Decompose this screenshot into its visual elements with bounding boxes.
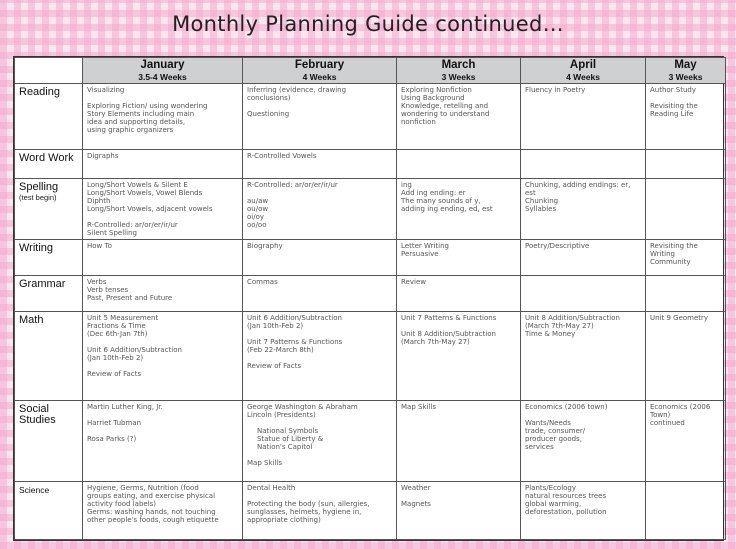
plan-line: services: [525, 442, 554, 451]
plan-line: oi/oy: [247, 212, 265, 221]
plan-cell: [243, 150, 397, 178]
plan-cell: [83, 400, 243, 481]
plan-line: appropriate clothing): [247, 515, 321, 524]
subject-name: Grammar: [19, 278, 66, 291]
header-corner: [15, 58, 83, 84]
plan-line: activity food labels): [87, 499, 157, 508]
plan-cell: [243, 84, 397, 150]
plan-cell: [646, 400, 726, 481]
plan-line: sunglasses, helmets, hygiene in,: [247, 507, 362, 516]
month-header: [83, 58, 243, 84]
plan-cell: [646, 312, 726, 400]
plan-line: Protecting the body (sun, allergies,: [247, 499, 370, 508]
plan-line: Commas: [247, 278, 278, 287]
plan-line: The many sounds of y,: [401, 196, 481, 205]
plan-cell: [521, 400, 646, 481]
plan-line: ou/ow: [247, 204, 269, 213]
plan-line: Lincoln (Presidents): [247, 410, 316, 419]
plan-cell: [646, 150, 726, 178]
plan-cell: [243, 400, 397, 481]
plan-line: Review of Facts: [247, 362, 302, 371]
plan-line: Inferring (evidence, drawing: [247, 86, 347, 94]
planning-table-container: [13, 56, 724, 541]
plan-cell: [397, 276, 521, 312]
subject-label-cell: [15, 178, 83, 239]
plan-line: Poetry/Descriptive: [525, 241, 590, 250]
plan-line: Weather: [401, 483, 431, 492]
subject-row: [15, 84, 726, 150]
plan-line: Syllables: [525, 204, 557, 213]
plan-cell: [83, 312, 243, 400]
plan-cell: [521, 150, 646, 178]
plan-line: Biography: [247, 241, 283, 250]
subject-row: [15, 178, 726, 239]
subject-note: (test begin): [19, 192, 57, 202]
subject-name: Social Studies: [19, 402, 56, 426]
subject-label-cell: [15, 276, 83, 312]
plan-line: Martin Luther King, Jr.: [87, 402, 163, 411]
month-weeks: 3 Weeks: [441, 72, 476, 82]
subject-name: Writing: [19, 241, 54, 254]
subject-row: [15, 276, 726, 312]
page-title: Monthly Planning Guide continued…: [172, 12, 564, 36]
plan-line: Town): [650, 410, 671, 419]
plan-line: Chunking, adding endings: er,: [525, 180, 631, 189]
plan-line: Magnets: [401, 499, 431, 508]
plan-line: groups eating, and exercise physical: [87, 491, 216, 500]
plan-line: R-Controlled Vowels: [247, 152, 317, 161]
plan-line: au/aw: [247, 196, 269, 205]
header-row: [15, 58, 726, 84]
plan-line: Long/Short Vowels & Silent E: [87, 180, 188, 189]
plan-cell: [83, 150, 243, 178]
plan-line: Unit 6 Addition/Subtraction: [247, 314, 342, 323]
plan-line: Revisiting the: [650, 102, 698, 110]
subject-row: [15, 481, 726, 539]
plan-line: Visualizing: [87, 86, 125, 94]
plan-line: Review of Facts: [87, 370, 142, 379]
plan-line: (Jan 10th-Feb 2): [247, 322, 304, 331]
plan-cell: [83, 239, 243, 275]
plan-line: Verbs: [87, 278, 107, 287]
plan-cell: [397, 150, 521, 178]
plan-line: Economics (2006: [650, 402, 711, 411]
plan-line: nonfiction: [401, 118, 436, 126]
plan-cell: [521, 481, 646, 539]
plan-line: Revisiting the: [650, 241, 698, 250]
plan-cell: [397, 178, 521, 239]
subject-row: [15, 239, 726, 275]
plan-line: Knowledge, retelling and: [401, 102, 489, 110]
plan-line: Story Elements including main: [87, 110, 195, 118]
month-name: May: [674, 59, 697, 71]
plan-line: global warming,: [525, 499, 582, 508]
plan-line: Hygiene, Germs, Nutrition (food: [87, 483, 199, 492]
plan-line: Verb tenses: [87, 286, 129, 295]
planning-table-body: [15, 84, 726, 540]
plan-line: other people's foods, cough etiquette: [87, 515, 219, 524]
plan-line: How To: [87, 241, 112, 250]
plan-line: Unit 6 Addition/Subtraction: [87, 346, 182, 355]
subject-row: [15, 312, 726, 400]
month-name: January: [140, 59, 185, 71]
plan-line: Past, Present and Future: [87, 294, 173, 303]
plan-cell: [83, 276, 243, 312]
plan-line: conclusions): [247, 94, 291, 102]
subject-label-cell: [15, 150, 83, 178]
subject-label-cell: [15, 84, 83, 150]
plan-line: Dental Health: [247, 483, 296, 492]
plan-line: Unit 9 Geometry: [650, 314, 709, 323]
plan-line: Fractions & Time: [87, 322, 146, 331]
plan-line: Persuasive: [401, 249, 439, 258]
month-weeks: 3.5-4 Weeks: [138, 72, 187, 82]
plan-line: Long/Short Vowels, adjacent vowels: [87, 204, 213, 213]
plan-line: wondering to understand: [401, 110, 490, 118]
plan-line: Fluency in Poetry: [525, 86, 586, 94]
plan-line: (March 7th-May 27): [525, 322, 594, 331]
subject-label-cell: [15, 400, 83, 481]
plan-cell: [646, 178, 726, 239]
plan-line: (March 7th-May 27): [401, 338, 470, 347]
month-header: [243, 58, 397, 84]
plan-line: Germs: washing hands, not touching: [87, 507, 216, 516]
plan-line: Diphth: [87, 196, 111, 205]
plan-line: Wants/Needs: [525, 418, 571, 427]
plan-line: natural resources trees: [525, 491, 607, 500]
plan-line: Unit 8 Addition/Subtraction: [525, 314, 620, 323]
month-weeks: 4 Weeks: [566, 72, 600, 82]
subject-label-cell: [15, 481, 83, 539]
plan-line: Harriet Tubman: [87, 418, 142, 427]
plan-line: Rosa Parks (?): [87, 434, 137, 443]
plan-cell: [646, 481, 726, 539]
planning-table: [14, 57, 726, 540]
plan-cell: [243, 276, 397, 312]
plan-line: Nation's Capitol: [257, 442, 313, 451]
plan-line: National Symbols: [257, 426, 319, 435]
plan-line: (Jan 10th-Feb 2): [87, 354, 144, 363]
plan-line: producer goods,: [525, 434, 582, 443]
plan-line: Writing: [650, 249, 675, 258]
plan-cell: [397, 312, 521, 400]
plan-line: Statue of Liberty &: [257, 434, 324, 443]
plan-line: Silent Spelling: [87, 228, 137, 237]
plan-cell: [521, 276, 646, 312]
plan-line: Long/Short Vowels, Vowel Blends: [87, 188, 203, 197]
plan-cell: [397, 239, 521, 275]
month-weeks: 4 Weeks: [302, 72, 337, 82]
plan-line: deforestation, pollution: [525, 507, 607, 516]
plan-line: oo/oo: [247, 220, 267, 229]
subject-name: Math: [19, 314, 44, 327]
plan-cell: [243, 178, 397, 239]
plan-line: Author Study: [650, 86, 697, 94]
plan-cell: [397, 481, 521, 539]
month-name: April: [569, 59, 597, 71]
plan-line: Add ing ending: er: [401, 188, 466, 197]
plan-line: idea and supporting details,: [87, 118, 186, 126]
plan-line: ing: [401, 180, 412, 189]
plan-cell: [521, 239, 646, 275]
month-header: [397, 58, 521, 84]
month-header: [521, 58, 646, 84]
plan-line: Economics (2006 town): [525, 402, 608, 411]
plan-line: Exploring Nonfiction: [401, 86, 472, 94]
subject-name: Word Work: [19, 152, 74, 165]
plan-line: Unit 7 Patterns & Functions: [401, 314, 497, 323]
plan-line: Plants/Ecology: [525, 483, 577, 492]
subject-row: [15, 150, 726, 178]
plan-line: Digraphs: [87, 152, 119, 161]
month-name: February: [294, 59, 345, 71]
plan-line: adding ing ending, ed, est: [401, 204, 493, 213]
plan-line: Unit 8 Addition/Subtraction: [401, 330, 496, 339]
plan-line: Exploring Fiction/ using wondering: [87, 102, 208, 110]
plan-line: Time & Money: [525, 330, 576, 339]
plan-line: (Dec 6th-Jan 7th): [87, 330, 148, 339]
subject-name: Science: [19, 484, 50, 495]
plan-line: (Feb 22-March 8th): [247, 346, 314, 355]
month-header: [646, 58, 726, 84]
plan-line: George Washington & Abraham: [247, 402, 358, 411]
plan-cell: [521, 178, 646, 239]
plan-line: Using Background: [401, 94, 465, 102]
month-name: March: [441, 59, 476, 71]
plan-line: Reading Life: [650, 110, 694, 118]
plan-cell: [83, 84, 243, 150]
plan-line: Chunking: [525, 196, 559, 205]
plan-line: Map Skills: [401, 402, 436, 411]
subject-row: [15, 400, 726, 481]
plan-cell: [83, 178, 243, 239]
plan-cell: [83, 481, 243, 539]
plan-cell: [521, 312, 646, 400]
plan-line: R-Controlled: ar/or/er/ir/ur: [247, 180, 338, 189]
plan-cell: [646, 276, 726, 312]
plan-cell: [521, 84, 646, 150]
plan-cell: [397, 400, 521, 481]
subject-name: Spelling: [19, 180, 59, 193]
plan-line: continued: [650, 418, 685, 427]
plan-line: trade, consumer/: [525, 426, 586, 435]
plan-line: Unit 5 Measurement: [87, 314, 159, 323]
subject-label-cell: [15, 239, 83, 275]
plan-line: est: [525, 188, 536, 197]
plan-line: Letter Writing: [401, 241, 449, 250]
plan-line: Map Skills: [247, 458, 282, 467]
subject-name: Reading: [19, 86, 60, 98]
plan-line: Review: [401, 278, 426, 287]
plan-line: Unit 7 Patterns & Functions: [247, 338, 343, 347]
plan-line: R-Controlled: ar/or/er/ir/ur: [87, 220, 178, 229]
plan-cell: [243, 239, 397, 275]
plan-cell: [646, 239, 726, 275]
plan-cell: [397, 84, 521, 150]
plan-cell: [243, 481, 397, 539]
plan-line: Questioning: [247, 110, 290, 118]
subject-label-cell: [15, 312, 83, 400]
plan-line: Community: [650, 257, 691, 266]
plan-line: using graphic organizers: [87, 126, 174, 134]
month-weeks: 3 Weeks: [668, 72, 703, 82]
plan-cell: [243, 312, 397, 400]
plan-cell: [646, 84, 726, 150]
